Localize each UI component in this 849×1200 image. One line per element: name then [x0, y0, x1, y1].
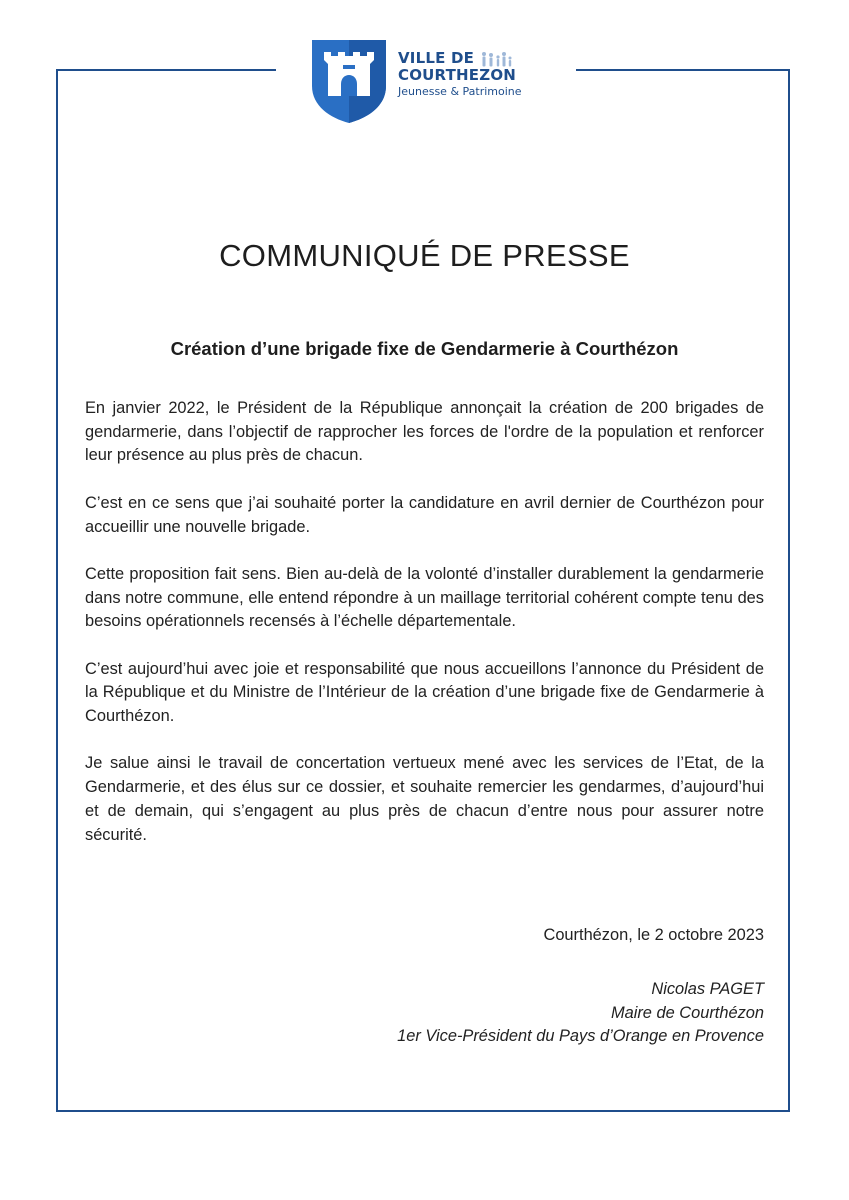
signature-block	[397, 978, 764, 1049]
signatory-role-mayor: Maire de Courthézon	[610, 1003, 764, 1022]
logo-tagline: Jeunesse & Patrimoine	[398, 85, 522, 98]
body-paragraph: Je salue ainsi le travail de concertation vertueux mené avec les services de l’Etat, de la Gendarmerie, et des élus sur ce dossier, et souhaite remercier les gendarmes, d’aujourd’hui et de demain, qui s’engagent au plus près de chacun d’entre nous pour assurer notre sécurité.	[85, 754, 764, 844]
signatory-role-vice-president: 1er Vice-Président du Pays d’Orange en Provence	[397, 1027, 764, 1046]
logo-text	[398, 50, 558, 99]
date-line: Courthézon, le 2 octobre 2023	[543, 926, 764, 944]
document-title: COMMUNIQUÉ DE PRESSE	[219, 238, 630, 273]
signatory-name: Nicolas PAGET	[651, 980, 764, 998]
family-people-icon	[480, 51, 514, 67]
body-paragraph: Cette proposition fait sens. Bien au-delà de la volonté d’installer durablement la gendarmerie dans notre commune, elle entend répondre à un maillage territorial cohérent compte tenu des besoins opérationnels recensés à l’échelle départementale.	[85, 564, 764, 631]
document-body	[85, 397, 764, 871]
logo-line-courthezon: COURTHEZON	[398, 66, 517, 84]
body-paragraph: En janvier 2022, le Président de la République annonçait la création de 200 brigades de gendarmerie, dans l’objectif de rapprocher les forces de l'ordre de la population et renforcer leur présence au plus près de chacun.	[85, 399, 764, 465]
logo-line-ville-de: VILLE DE	[398, 49, 475, 67]
castle-shield-icon	[310, 38, 388, 124]
document-subtitle: Création d’une brigade fixe de Gendarmerie à Courthézon	[170, 338, 679, 359]
body-paragraph: C’est en ce sens que j’ai souhaité porter la candidature en avril dernier de Courthézon pour accueillir une nouvelle brigade.	[85, 493, 764, 536]
body-paragraph: C’est aujourd’hui avec joie et responsabilité que nous accueillons l’annonce du Président de la République et du Ministre de l’Intérieur de la création d’une brigade fixe de Gendarmerie à Courthézon.	[85, 659, 764, 726]
city-logo	[310, 38, 550, 128]
